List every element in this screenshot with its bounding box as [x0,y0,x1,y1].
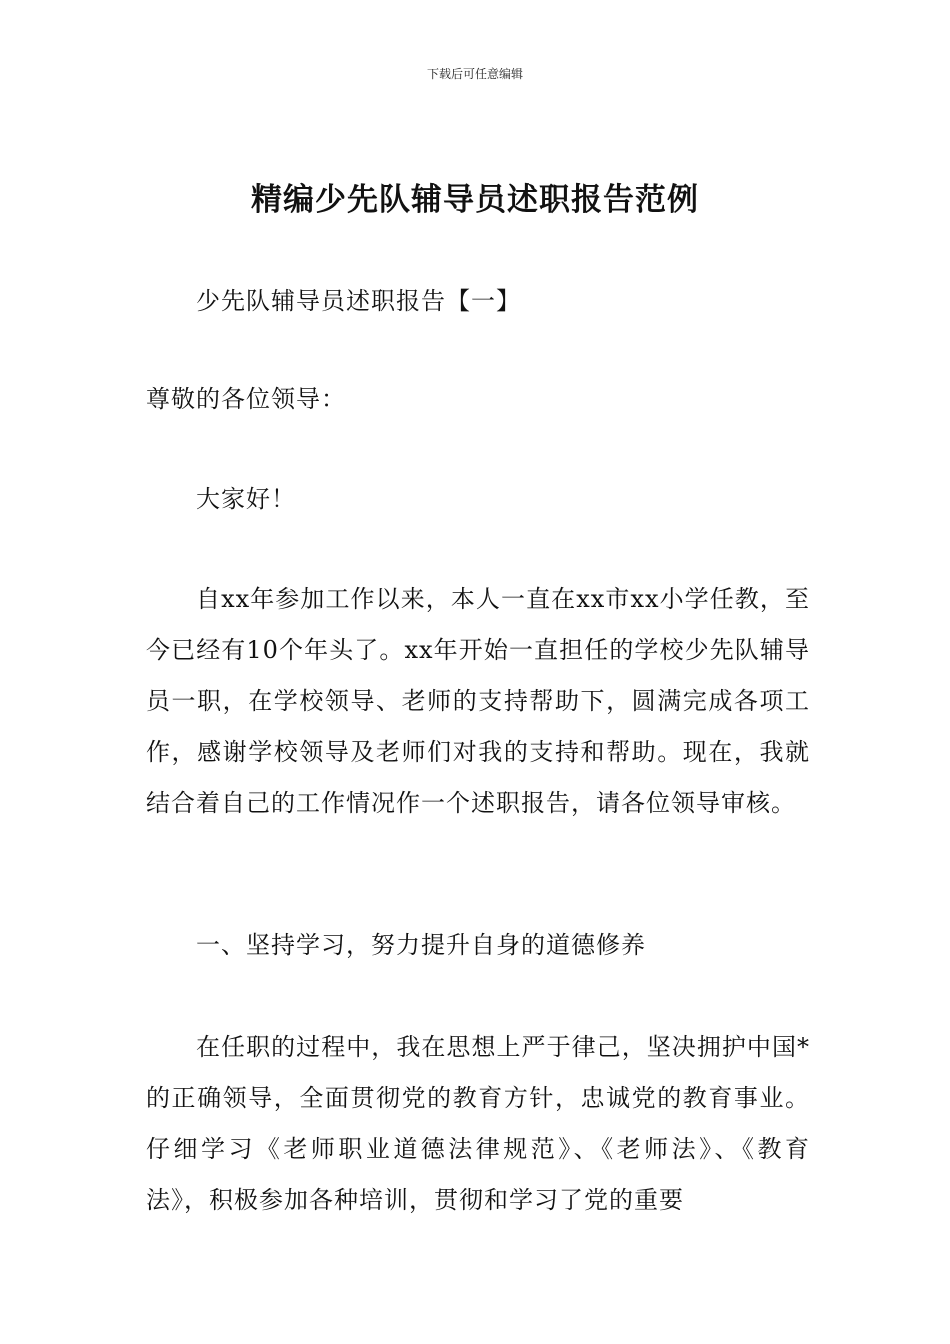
header-note: 下载后可任意编辑 [426,67,523,81]
greeting: 大家好！ [196,485,296,513]
section-heading: 一、坚持学习，努力提升自身的道德修养 [196,931,646,959]
report-subtitle: 少先队辅导员述职报告【一】 [196,287,521,315]
salutation: 尊敬的各位领导： [146,385,346,413]
body-paragraph-intro: 自xx年参加工作以来，本人一直在xx市xx小学任教，至今已经有10个年头了。xx年开始一直担任的学校少先队辅导员一职，在学校领导、老师的支持帮助下，圆满完成各项工作，感谢学校领导及老师们对我的支持和帮助。现在，我就结合着自己的工作情况作一个述职报告，请各位领导审核。 [146,585,810,817]
body-paragraph-section-one: 在任职的过程中，我在思想上严于律己，坚决拥护中国*的正确领导，全面贯彻党的教育方针，忠诚党的教育事业。仔细学习《老师职业道德法律规范》、《老师法》、《教育法》，积极参加各种培训，贯彻和学习了党的重要 [146,1033,810,1214]
document-title: 精编少先队辅导员述职报告范例 [251,182,699,218]
